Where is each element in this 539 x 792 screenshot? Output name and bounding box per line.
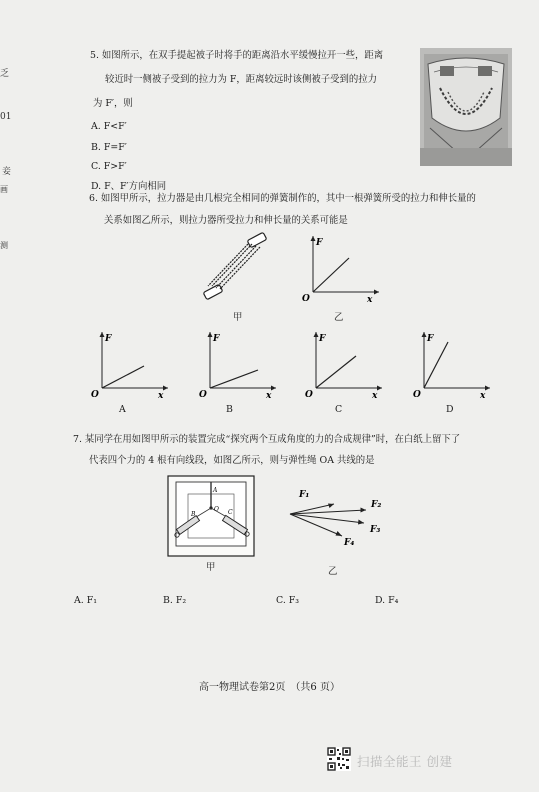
q6-line: 6. 如图甲所示，拉力器是由几根完全相同的弹簧制作的，其中一根弹簧所受的拉力和伸长量的 [89,193,476,204]
axis-x-label: x [480,391,486,400]
margin-mark: 画 [0,185,8,194]
q5-option-c: C. F>F′ [91,161,127,172]
qr-code-icon [327,747,351,771]
axis-x-label: x [266,391,272,400]
margin-mark: 妾 [2,167,12,177]
axis-f-label: F [316,238,323,248]
option-a-label: A [119,404,126,415]
graph-option-d [408,328,494,400]
q5-option-d: D. F、F′方向相同 [91,181,167,192]
axis-origin-label: O [302,294,310,304]
axis-origin-label: O [91,390,99,400]
quilt-photo [420,48,512,166]
q7-fig-jia-label: 甲 [206,562,216,573]
page-footer: 高一物理试卷第2页 （共6 页） [199,682,340,693]
graph-option-a [86,328,172,400]
force-label-f4: F₄ [344,538,355,548]
axis-f-label: F [213,334,220,344]
force-label-f1: F₁ [299,490,310,500]
axis-origin-label: O [413,390,421,400]
graph-option-c [300,328,386,400]
graph-option-b [194,328,280,400]
force-label-f3: F₃ [370,525,381,535]
q7-option-b: B. F₂ [163,595,187,606]
force-label-f2: F₂ [371,500,382,510]
expander-figure [196,232,276,304]
axis-f-label: F [105,334,112,344]
force-vectors-figure [280,480,390,552]
q7-line: 7. 某同学在用如图甲所示的装置完成“探究两个互成角度的力的合成规律”时，在白纸上留下了 [73,434,461,445]
q6-line: 关系如图乙所示，则拉力器所受拉力和伸长量的关系可能是 [104,215,348,226]
q7-line: 代表四个力的 4 根有向线段，如图乙所示，则与弹性绳 OA 共线的是 [89,455,375,466]
q7-option-a: A. F₁ [74,595,97,606]
apparatus-label-o: O [214,506,219,513]
margin-mark: 01 [0,112,12,122]
q7-fig-yi-label: 乙 [328,566,338,577]
apparatus-figure [166,474,256,558]
q7-option-d: D. F₄ [375,595,399,606]
option-d-label: D [446,404,454,415]
margin-mark: 乏 [0,69,10,79]
fig-jia-label: 甲 [233,312,243,323]
axis-x-label: x [367,295,373,304]
axis-f-label: F [319,334,326,344]
q5-option-b: B. F=F′ [91,142,127,153]
fig-yi-label: 乙 [334,312,344,323]
option-c-label: C [335,404,343,415]
axis-x-label: x [372,391,378,400]
q7-option-c: C. F₃ [276,595,300,606]
axis-f-label: F [427,334,434,344]
q5-line: 5. 如图所示，在双手提起被子时将手的距离沿水平缓慢拉开一些，距离 [90,50,384,61]
option-b-label: B [226,404,233,415]
q5-line: 为 F′，则 [93,98,133,109]
apparatus-label-b: B [191,511,196,518]
q5-option-a: A. F<F′ [91,121,127,132]
q5-line: 较近时一侧被子受到的拉力为 F，距离较远时该侧被子受到的拉力 [105,74,377,85]
margin-mark: 测 [0,241,8,250]
apparatus-label-a: A [213,487,218,494]
axis-origin-label: O [305,390,313,400]
axis-x-label: x [158,391,164,400]
axis-origin-label: O [199,390,207,400]
graph-yi [297,232,383,304]
apparatus-label-c: C [228,509,233,516]
scanner-watermark: 扫描全能王 创建 [357,754,453,769]
